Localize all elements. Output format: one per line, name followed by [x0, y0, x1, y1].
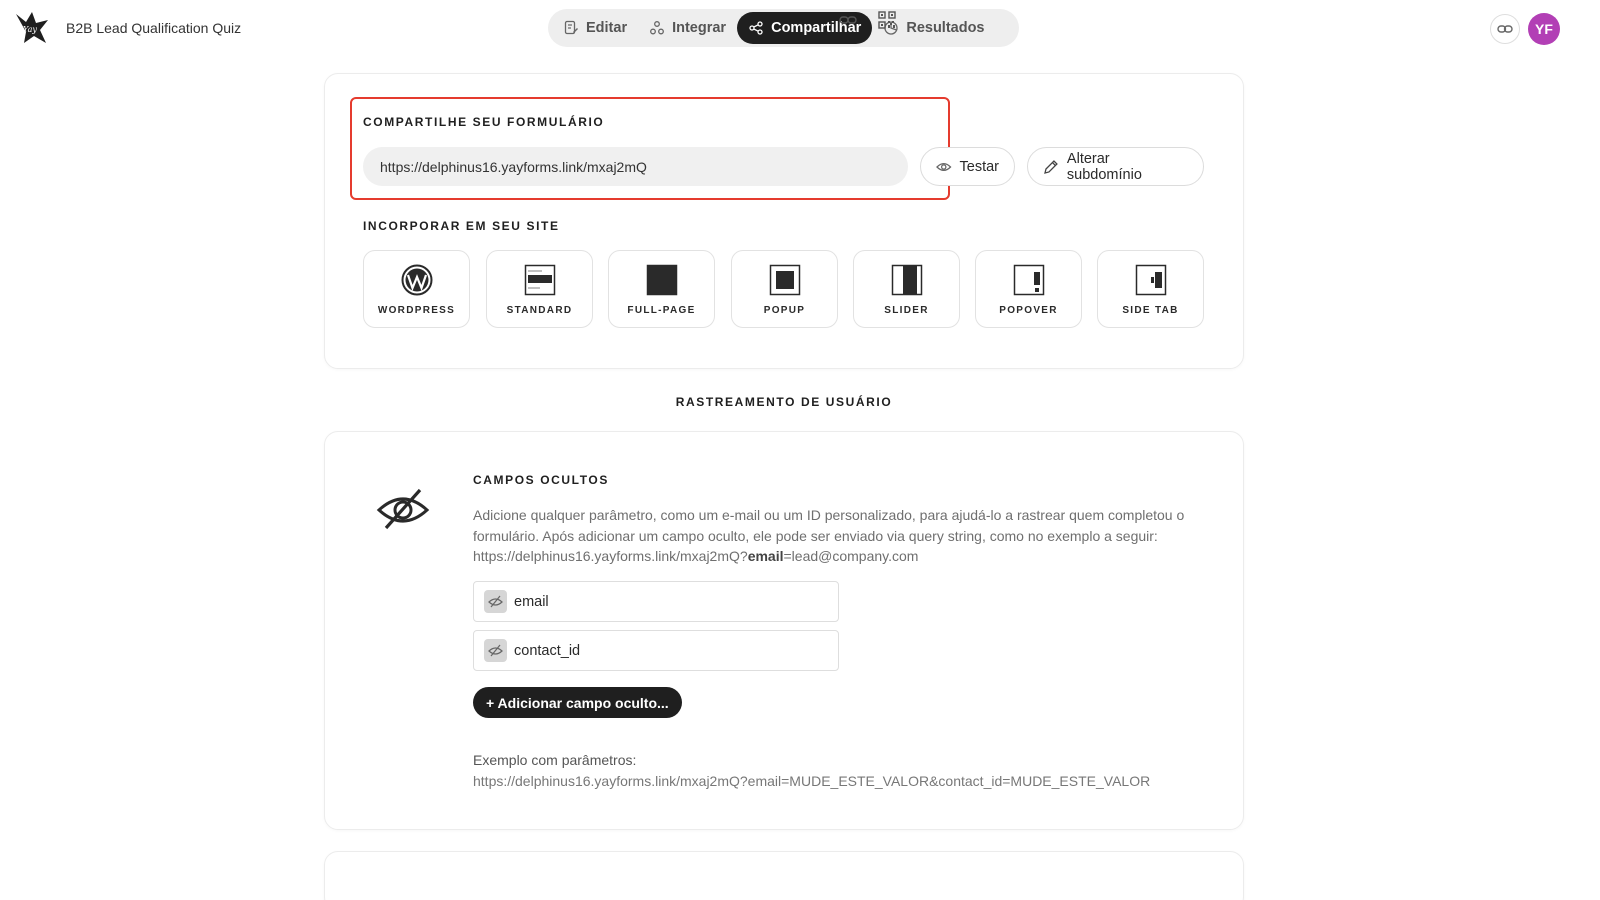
embed-option-label: WORDPRESS	[377, 305, 456, 316]
share-section-title: COMPARTILHE SEU FORMULÁRIO	[363, 115, 605, 129]
tab-label: Resultados	[906, 20, 985, 36]
hidden-fields-description	[473, 505, 1213, 567]
slider-embed-icon	[891, 264, 923, 296]
embed-option-label: SIDE TAB	[1122, 305, 1179, 316]
popover-embed-icon	[1013, 264, 1045, 296]
description-line: Adicione qualquer parâmetro, como um e-mail ou um ID personalizado, para ajudá-lo a rastrear quem completou o	[473, 507, 1185, 523]
embed-option-side-tab[interactable]	[1097, 250, 1204, 328]
copy-link-button[interactable]	[1490, 14, 1520, 44]
hidden-field-name: email	[514, 593, 549, 610]
svg-text:Yay: Yay	[23, 25, 37, 34]
embed-option-label: POPUP	[763, 305, 806, 316]
next-card	[324, 851, 1244, 900]
hidden-field-icon	[484, 590, 507, 613]
tab-label: Compartilhar	[771, 20, 862, 36]
main-tab-bar	[548, 9, 1019, 47]
embed-option-label: STANDARD	[506, 305, 573, 316]
example-params-url: https://delphinus16.yayforms.link/mxaj2mQ?email=MUDE_ESTE_VALOR&contact_id=MUDE_ESTE_VALOR	[473, 773, 1151, 789]
tab-label: Integrar	[672, 20, 727, 36]
integrations-icon	[649, 20, 665, 36]
edit-icon	[563, 20, 579, 36]
embed-section-title: INCORPORAR EM SEU SITE	[363, 219, 560, 233]
tab-label: Editar	[586, 20, 628, 36]
embed-option-label: SLIDER	[884, 305, 929, 316]
eye-icon	[936, 159, 952, 175]
change-subdomain-label: Alterar subdomínio	[1066, 150, 1142, 183]
description-example: https://delphinus16.yayforms.link/mxaj2mQ?email=lead@company.com	[473, 548, 919, 564]
embed-option-slider[interactable]	[853, 250, 960, 328]
form-title: B2B Lead Qualification Quiz	[66, 20, 242, 36]
embed-option-standard[interactable]	[486, 250, 593, 328]
hidden-field-name: contact_id	[514, 642, 581, 659]
user-avatar[interactable]: YF	[1528, 13, 1560, 45]
hidden-eye-icon	[376, 486, 430, 532]
embed-option-popup[interactable]	[731, 250, 838, 328]
tab-editar[interactable]	[552, 12, 638, 44]
embed-option-full-page[interactable]	[608, 250, 715, 328]
hidden-field-contact-id[interactable]	[473, 630, 839, 671]
user-tracking-title: RASTREAMENTO DE USUÁRIO	[675, 395, 893, 409]
standard-embed-icon	[524, 264, 556, 296]
embed-option-label: POPOVER	[999, 305, 1058, 316]
test-button[interactable]	[920, 147, 1015, 186]
link-icon	[1497, 21, 1513, 37]
wordpress-icon	[401, 264, 433, 296]
qr-code-icon[interactable]	[878, 11, 896, 29]
yayforms-logo[interactable]	[14, 10, 50, 46]
add-hidden-field-button[interactable]: + Adicionar campo oculto...	[473, 687, 682, 718]
popup-embed-icon	[769, 264, 801, 296]
share-icon	[748, 20, 764, 36]
embed-option-wordpress[interactable]	[363, 250, 470, 328]
example-params-label: Exemplo com parâmetros:	[473, 752, 637, 768]
tab-integrar[interactable]	[638, 12, 737, 44]
side-tab-embed-icon	[1135, 264, 1167, 296]
test-button-label: Testar	[959, 158, 999, 175]
embed-option-label: FULL-PAGE	[627, 305, 696, 316]
pencil-icon	[1043, 159, 1059, 175]
share-url-text: https://delphinus16.yayforms.link/mxaj2mQ	[380, 158, 647, 175]
full-page-embed-icon	[646, 264, 678, 296]
hidden-field-icon	[484, 639, 507, 662]
description-line: formulário. Após adicionar um campo oculto, ele pode ser enviado via query string, como no exemplo a seguir:	[473, 527, 1158, 544]
embed-option-popover[interactable]	[975, 250, 1082, 328]
copy-url-icon[interactable]	[839, 11, 857, 29]
hidden-fields-title: CAMPOS OCULTOS	[473, 473, 609, 487]
hidden-field-email[interactable]	[473, 581, 839, 622]
change-subdomain-button[interactable]	[1027, 147, 1204, 186]
share-url-field[interactable]	[363, 147, 908, 186]
